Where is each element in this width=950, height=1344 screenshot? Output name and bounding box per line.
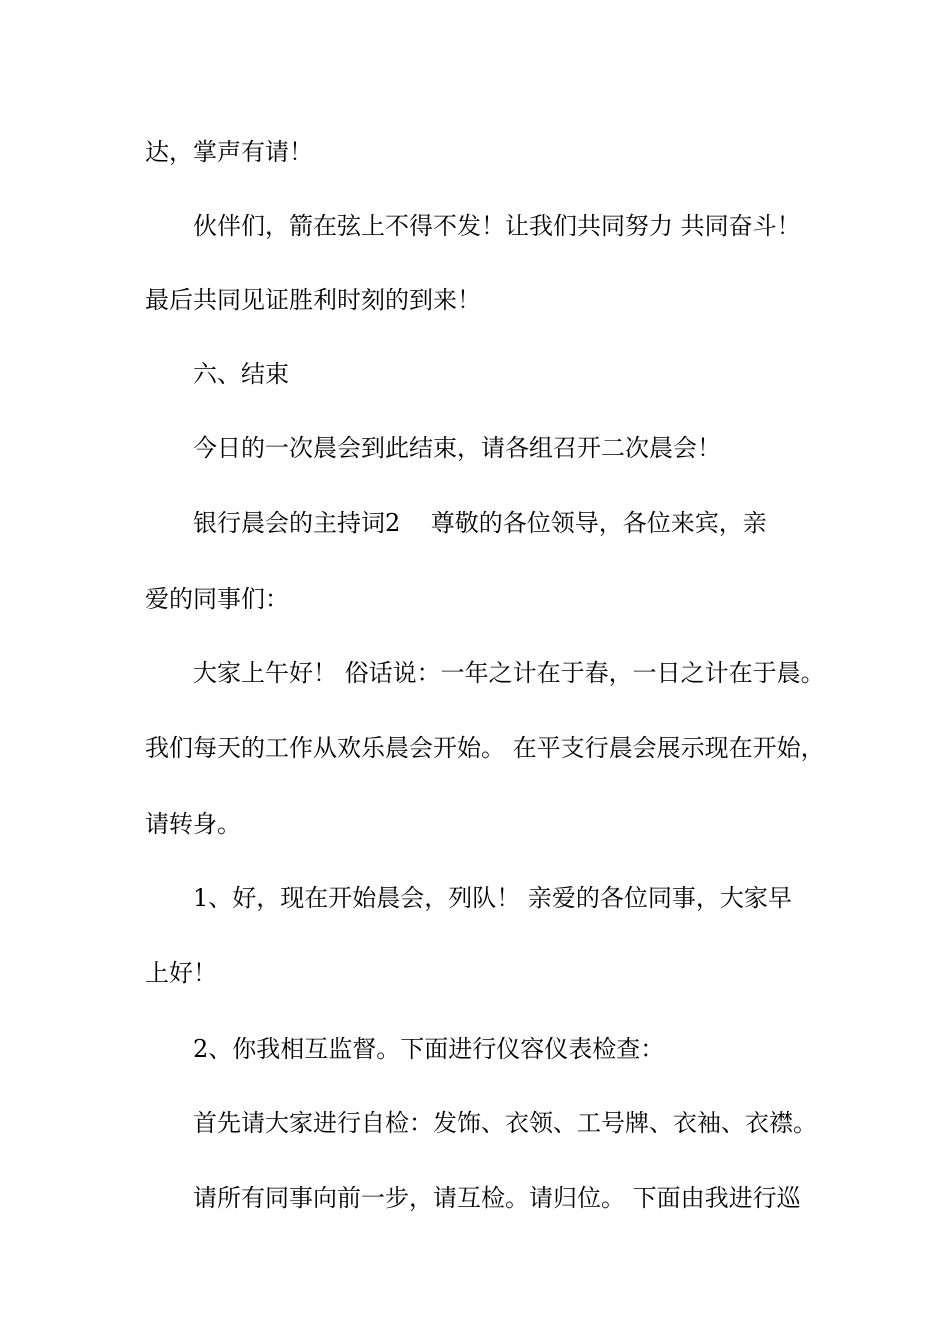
text-line: 请所有同事向前一步，请互检。请归位。 下面由我进行巡: [193, 1184, 801, 1212]
text-line: 银行晨会的主持词2 尊敬的各位领导，各位来宾，亲: [193, 509, 767, 537]
text-line: 今日的一次晨会到此结束，请各组召开二次晨会！: [193, 434, 721, 462]
text-line: 达，掌声有请！: [145, 138, 313, 166]
text-line: 爱的同事们：: [145, 585, 289, 613]
text-line: 大家上午好！ 俗话说：一年之计在于春，一日之计在于晨。: [193, 659, 825, 687]
text-line: 我们每天的工作从欢乐晨会开始。 在平支行晨会展示现在开始，: [145, 734, 825, 762]
text-line: 2、你我相互监督。下面进行仪容仪表检查：: [193, 1035, 665, 1063]
text-line: 请转身。: [145, 810, 241, 838]
text-line: 最后共同见证胜利时刻的到来！: [145, 286, 481, 314]
section-heading: 六、结束: [193, 360, 289, 388]
text-line: 伙伴们，箭在弦上不得不发！让我们共同努力 共同奋斗！: [193, 212, 801, 240]
text-line: 上好！: [145, 959, 217, 987]
text-line: 1、好，现在开始晨会，列队！ 亲爱的各位同事，大家早: [193, 884, 792, 912]
text-line: 首先请大家进行自检：发饰、衣领、工号牌、衣袖、衣襟。: [193, 1109, 817, 1137]
